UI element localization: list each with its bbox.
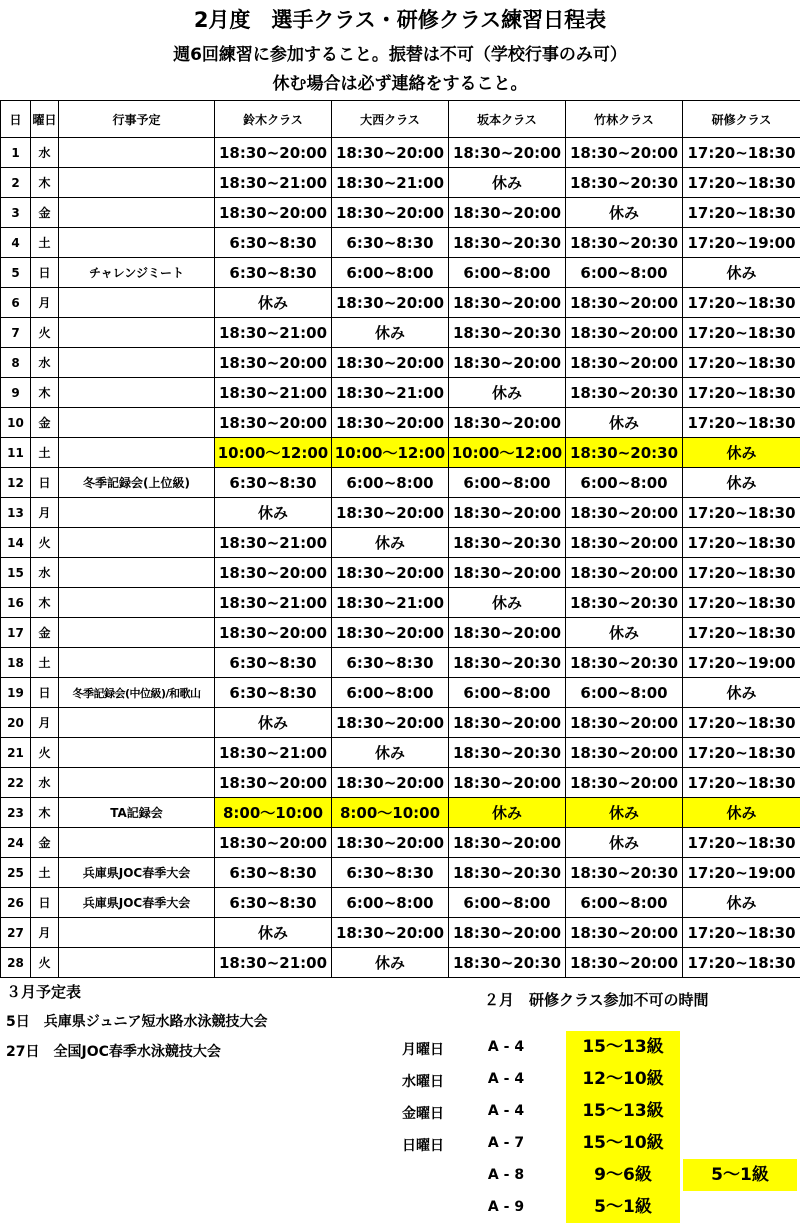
weekday-cell: 木 <box>31 378 59 408</box>
restriction-group: A - 7 <box>487 1135 525 1151</box>
event-cell <box>59 348 215 378</box>
class-time-cell: 6:30~8:30 <box>332 228 449 258</box>
class-time-cell: 17:20~18:30 <box>683 408 800 438</box>
table-row <box>1 798 800 828</box>
class-time-cell: 休み <box>683 258 800 288</box>
event-cell <box>59 138 215 168</box>
class-time-cell: 18:30~20:00 <box>332 288 449 318</box>
weekday-cell: 金 <box>31 408 59 438</box>
class-time-cell: 6:00~8:00 <box>566 468 683 498</box>
class-time-cell: 17:20~18:30 <box>683 288 800 318</box>
class-time-cell: 17:20~19:00 <box>683 648 800 678</box>
restriction-weekday: 月曜日 <box>402 1042 444 1058</box>
table-row <box>1 378 800 408</box>
class-time-cell: 6:30~8:30 <box>215 888 332 918</box>
event-cell <box>59 588 215 618</box>
class-time-cell: 休み <box>683 438 800 468</box>
class-time-cell: 18:30~20:30 <box>566 648 683 678</box>
event-cell: 冬季記録会(上位級) <box>59 468 215 498</box>
class-time-cell: 18:30~21:00 <box>215 528 332 558</box>
class-time-cell: 17:20~18:30 <box>683 918 800 948</box>
class-time-cell: 18:30~20:00 <box>215 348 332 378</box>
table-row <box>1 738 800 768</box>
table-row <box>1 618 800 648</box>
class-time-cell: 17:20~18:30 <box>683 948 800 978</box>
day-cell: 10 <box>1 408 31 438</box>
class-time-cell: 18:30~20:30 <box>566 378 683 408</box>
class-time-cell: 18:30~21:00 <box>215 378 332 408</box>
notice-line-1: 週6回練習に参加すること。振替は不可（学校行事のみ可） <box>173 45 627 65</box>
weekday-cell: 土 <box>31 438 59 468</box>
class-time-cell: 18:30~20:00 <box>449 618 566 648</box>
day-cell: 27 <box>1 918 31 948</box>
table-row <box>1 708 800 738</box>
day-cell: 5 <box>1 258 31 288</box>
table-row <box>1 588 800 618</box>
day-cell: 18 <box>1 648 31 678</box>
restriction-group: A - 9 <box>487 1199 525 1215</box>
class-time-cell: 18:30~20:00 <box>449 408 566 438</box>
class-time-cell: 18:30~20:00 <box>449 348 566 378</box>
weekday-cell: 火 <box>31 948 59 978</box>
march-schedule-title: ３月予定表 <box>6 983 82 1001</box>
day-cell: 19 <box>1 678 31 708</box>
schedule-table <box>0 100 800 978</box>
weekday-cell: 水 <box>31 768 59 798</box>
event-cell <box>59 708 215 738</box>
class-time-cell: 18:30~20:00 <box>449 138 566 168</box>
class-time-cell: 18:30~20:30 <box>449 858 566 888</box>
event-cell <box>59 318 215 348</box>
class-time-cell: 6:00~8:00 <box>332 258 449 288</box>
restriction-level-box: 12～10級 <box>566 1063 680 1095</box>
table-row <box>1 648 800 678</box>
weekday-cell: 土 <box>31 648 59 678</box>
class-time-cell: 休み <box>449 378 566 408</box>
class-time-cell: 8:00～10:00 <box>332 798 449 828</box>
day-cell: 16 <box>1 588 31 618</box>
class-time-cell: 6:00~8:00 <box>449 678 566 708</box>
table-row <box>1 228 800 258</box>
class-time-cell: 18:30~20:00 <box>332 198 449 228</box>
class-time-cell: 6:00~8:00 <box>449 468 566 498</box>
class-time-cell: 18:30~20:00 <box>566 288 683 318</box>
class-time-cell: 17:20~18:30 <box>683 558 800 588</box>
class-time-cell: 18:30~20:30 <box>566 168 683 198</box>
table-row <box>1 768 800 798</box>
event-cell: 兵庫県JOC春季大会 <box>59 858 215 888</box>
class-time-cell: 18:30~21:00 <box>215 948 332 978</box>
class-time-cell: 18:30~20:00 <box>566 738 683 768</box>
event-cell <box>59 408 215 438</box>
class-time-cell: 18:30~20:00 <box>449 918 566 948</box>
weekday-cell: 月 <box>31 498 59 528</box>
class-time-cell: 6:30~8:30 <box>332 648 449 678</box>
event-cell <box>59 168 215 198</box>
class-time-cell: 18:30~20:00 <box>566 498 683 528</box>
class-time-cell: 18:30~20:30 <box>449 648 566 678</box>
class-time-cell: 18:30~20:00 <box>332 918 449 948</box>
weekday-cell: 火 <box>31 318 59 348</box>
class-time-cell: 18:30~20:00 <box>215 768 332 798</box>
class-time-cell: 休み <box>332 738 449 768</box>
event-cell <box>59 558 215 588</box>
restriction-level-box: 15～13級 <box>566 1031 680 1063</box>
table-row <box>1 888 800 918</box>
weekday-cell: 日 <box>31 678 59 708</box>
restriction-title: ２月 研修クラス参加不可の時間 <box>484 991 709 1009</box>
table-row <box>1 318 800 348</box>
class-time-cell: 17:20~18:30 <box>683 168 800 198</box>
day-cell: 7 <box>1 318 31 348</box>
event-cell <box>59 198 215 228</box>
weekday-cell: 金 <box>31 198 59 228</box>
class-time-cell: 休み <box>332 528 449 558</box>
class-time-cell: 17:20~18:30 <box>683 318 800 348</box>
event-cell <box>59 498 215 528</box>
restriction-level-box: 15～10級 <box>566 1127 680 1159</box>
restriction-group: A - 4 <box>487 1039 525 1055</box>
class-time-cell: 18:30~20:30 <box>449 738 566 768</box>
event-cell <box>59 828 215 858</box>
table-row <box>1 498 800 528</box>
event-cell <box>59 648 215 678</box>
class-time-cell: 18:30~21:00 <box>215 588 332 618</box>
class-time-cell: 6:30~8:30 <box>215 228 332 258</box>
header-takebayashi-class: 竹林クラス <box>566 101 683 138</box>
class-time-cell: 6:00~8:00 <box>566 678 683 708</box>
day-cell: 2 <box>1 168 31 198</box>
class-time-cell: 18:30~20:00 <box>332 138 449 168</box>
day-cell: 12 <box>1 468 31 498</box>
class-time-cell: 18:30~20:30 <box>566 228 683 258</box>
footer-section <box>0 973 800 1223</box>
class-time-cell: 休み <box>215 288 332 318</box>
class-time-cell: 17:20~18:30 <box>683 528 800 558</box>
weekday-cell: 水 <box>31 348 59 378</box>
event-cell <box>59 438 215 468</box>
table-row <box>1 138 800 168</box>
class-time-cell: 17:20~18:30 <box>683 348 800 378</box>
table-row <box>1 858 800 888</box>
class-time-cell: 18:30~21:00 <box>215 738 332 768</box>
table-row <box>1 348 800 378</box>
class-time-cell: 6:30~8:30 <box>215 858 332 888</box>
class-time-cell: 18:30~20:00 <box>332 828 449 858</box>
notice-line-2: 休む場合は必ず連絡をすること。 <box>272 74 528 94</box>
class-time-cell: 18:30~20:00 <box>332 408 449 438</box>
class-time-cell: 休み <box>683 678 800 708</box>
weekday-cell: 金 <box>31 828 59 858</box>
table-row <box>1 558 800 588</box>
day-cell: 8 <box>1 348 31 378</box>
march-event-item: 27日 全国JOC春季水泳競技大会 <box>6 1044 221 1060</box>
class-time-cell: 18:30~20:30 <box>566 438 683 468</box>
class-time-cell: 18:30~20:00 <box>566 138 683 168</box>
class-time-cell: 18:30~20:00 <box>449 288 566 318</box>
header-training-class: 研修クラス <box>683 101 800 138</box>
class-time-cell: 17:20~18:30 <box>683 618 800 648</box>
class-time-cell: 18:30~20:30 <box>449 228 566 258</box>
event-cell: 兵庫県JOC春季大会 <box>59 888 215 918</box>
class-time-cell: 休み <box>566 618 683 648</box>
restriction-group: A - 8 <box>487 1167 525 1183</box>
class-time-cell: 6:00~8:00 <box>332 678 449 708</box>
event-cell: チャレンジミート <box>59 258 215 288</box>
class-time-cell: 18:30~20:00 <box>332 768 449 798</box>
table-header-row <box>1 101 800 138</box>
class-time-cell: 17:20~18:30 <box>683 768 800 798</box>
day-cell: 6 <box>1 288 31 318</box>
class-time-cell: 18:30~20:00 <box>332 618 449 648</box>
class-time-cell: 18:30~21:00 <box>215 318 332 348</box>
class-time-cell: 6:00~8:00 <box>332 468 449 498</box>
restriction-weekday: 金曜日 <box>402 1106 444 1122</box>
day-cell: 3 <box>1 198 31 228</box>
class-time-cell: 6:30~8:30 <box>215 648 332 678</box>
day-cell: 15 <box>1 558 31 588</box>
restriction-weekday: 水曜日 <box>402 1074 444 1090</box>
class-time-cell: 休み <box>566 198 683 228</box>
class-time-cell: 18:30~21:00 <box>332 168 449 198</box>
day-cell: 28 <box>1 948 31 978</box>
day-cell: 23 <box>1 798 31 828</box>
restriction-group: A - 4 <box>487 1103 525 1119</box>
class-time-cell: 休み <box>566 828 683 858</box>
class-time-cell: 18:30~20:00 <box>332 348 449 378</box>
day-cell: 13 <box>1 498 31 528</box>
header-day: 日 <box>1 101 31 138</box>
class-time-cell: 18:30~20:00 <box>566 948 683 978</box>
class-time-cell: 6:00~8:00 <box>449 888 566 918</box>
class-time-cell: 休み <box>683 888 800 918</box>
class-time-cell: 18:30~21:00 <box>332 378 449 408</box>
class-time-cell: 18:30~21:00 <box>215 168 332 198</box>
class-time-cell: 18:30~20:00 <box>332 558 449 588</box>
header-events: 行事予定 <box>59 101 215 138</box>
class-time-cell: 休み <box>215 498 332 528</box>
class-time-cell: 18:30~20:00 <box>215 198 332 228</box>
class-time-cell: 18:30~20:00 <box>566 708 683 738</box>
class-time-cell: 17:20~18:30 <box>683 828 800 858</box>
class-time-cell: 6:00~8:00 <box>332 888 449 918</box>
weekday-cell: 月 <box>31 288 59 318</box>
table-row <box>1 438 800 468</box>
class-time-cell: 18:30~20:00 <box>449 198 566 228</box>
class-time-cell: 18:30~20:30 <box>566 588 683 618</box>
march-event-item: 5日 兵庫県ジュニア短水路水泳競技大会 <box>6 1014 268 1030</box>
class-time-cell: 17:20~18:30 <box>683 498 800 528</box>
day-cell: 24 <box>1 828 31 858</box>
class-time-cell: 18:30~20:00 <box>566 348 683 378</box>
day-cell: 22 <box>1 768 31 798</box>
weekday-cell: 木 <box>31 798 59 828</box>
header-suzuki-class: 鈴木クラス <box>215 101 332 138</box>
class-time-cell: 18:30~20:00 <box>215 558 332 588</box>
header-onishi-class: 大西クラス <box>332 101 449 138</box>
restriction-level-box: 5～1級 <box>566 1191 680 1223</box>
restriction-level-box: 15～13級 <box>566 1095 680 1127</box>
table-row <box>1 918 800 948</box>
class-time-cell: 6:30~8:30 <box>332 858 449 888</box>
event-cell <box>59 768 215 798</box>
class-time-cell: 17:20~19:00 <box>683 228 800 258</box>
class-time-cell: 17:20~18:30 <box>683 588 800 618</box>
class-time-cell: 18:30~20:00 <box>566 528 683 558</box>
class-time-cell: 10:00～12:00 <box>215 438 332 468</box>
event-cell <box>59 918 215 948</box>
day-cell: 26 <box>1 888 31 918</box>
weekday-cell: 水 <box>31 558 59 588</box>
class-time-cell: 18:30~20:00 <box>215 408 332 438</box>
class-time-cell: 18:30~20:00 <box>449 768 566 798</box>
event-cell <box>59 738 215 768</box>
event-cell <box>59 288 215 318</box>
class-time-cell: 18:30~20:00 <box>449 498 566 528</box>
weekday-cell: 木 <box>31 588 59 618</box>
weekday-cell: 土 <box>31 858 59 888</box>
event-cell: 冬季記録会(中位級)/和歌山 <box>59 678 215 708</box>
class-time-cell: 18:30~20:00 <box>332 708 449 738</box>
day-cell: 21 <box>1 738 31 768</box>
event-cell <box>59 228 215 258</box>
day-cell: 9 <box>1 378 31 408</box>
weekday-cell: 木 <box>31 168 59 198</box>
class-time-cell: 6:00~8:00 <box>566 888 683 918</box>
class-time-cell: 18:30~20:00 <box>566 318 683 348</box>
class-time-cell: 6:30~8:30 <box>215 468 332 498</box>
class-time-cell: 18:30~20:00 <box>215 828 332 858</box>
event-cell <box>59 378 215 408</box>
class-time-cell: 8:00～10:00 <box>215 798 332 828</box>
class-time-cell: 18:30~20:00 <box>449 558 566 588</box>
class-time-cell: 休み <box>332 318 449 348</box>
restriction-level-box: 5～1級 <box>683 1159 797 1191</box>
weekday-cell: 日 <box>31 888 59 918</box>
restriction-group: A - 4 <box>487 1071 525 1087</box>
day-cell: 14 <box>1 528 31 558</box>
class-time-cell: 18:30~20:00 <box>215 138 332 168</box>
class-time-cell: 休み <box>215 918 332 948</box>
table-row <box>1 828 800 858</box>
weekday-cell: 火 <box>31 738 59 768</box>
weekday-cell: 火 <box>31 528 59 558</box>
table-row <box>1 198 800 228</box>
weekday-cell: 日 <box>31 468 59 498</box>
class-time-cell: 18:30~20:30 <box>566 858 683 888</box>
class-time-cell: 17:20~18:30 <box>683 738 800 768</box>
day-cell: 20 <box>1 708 31 738</box>
class-time-cell: 17:20~18:30 <box>683 378 800 408</box>
class-time-cell: 18:30~20:00 <box>449 708 566 738</box>
class-time-cell: 6:30~8:30 <box>215 258 332 288</box>
table-row <box>1 258 800 288</box>
class-time-cell: 18:30~20:00 <box>449 828 566 858</box>
page-header <box>0 0 800 101</box>
day-cell: 11 <box>1 438 31 468</box>
class-time-cell: 18:30~20:30 <box>449 948 566 978</box>
class-time-cell: 18:30~20:00 <box>215 618 332 648</box>
table-row <box>1 528 800 558</box>
class-time-cell: 休み <box>449 798 566 828</box>
day-cell: 1 <box>1 138 31 168</box>
class-time-cell: 6:30~8:30 <box>215 678 332 708</box>
class-time-cell: 休み <box>566 798 683 828</box>
class-time-cell: 18:30~20:30 <box>449 528 566 558</box>
table-row <box>1 288 800 318</box>
event-cell: TA記録会 <box>59 798 215 828</box>
class-time-cell: 6:00~8:00 <box>449 258 566 288</box>
class-time-cell: 18:30~20:30 <box>449 318 566 348</box>
class-time-cell: 10:00～12:00 <box>449 438 566 468</box>
event-cell <box>59 618 215 648</box>
class-time-cell: 6:00~8:00 <box>566 258 683 288</box>
header-weekday: 曜日 <box>31 101 59 138</box>
class-time-cell: 18:30~21:00 <box>332 588 449 618</box>
restriction-weekday: 日曜日 <box>402 1138 444 1154</box>
class-time-cell: 17:20~18:30 <box>683 138 800 168</box>
weekday-cell: 月 <box>31 918 59 948</box>
event-cell <box>59 528 215 558</box>
class-time-cell: 17:20~18:30 <box>683 198 800 228</box>
table-row <box>1 468 800 498</box>
weekday-cell: 水 <box>31 138 59 168</box>
class-time-cell: 18:30~20:00 <box>566 768 683 798</box>
table-row <box>1 678 800 708</box>
class-time-cell: 10:00～12:00 <box>332 438 449 468</box>
table-row <box>1 408 800 438</box>
weekday-cell: 日 <box>31 258 59 288</box>
day-cell: 17 <box>1 618 31 648</box>
class-time-cell: 18:30~20:00 <box>566 558 683 588</box>
restriction-level-box: 9～6級 <box>566 1159 680 1191</box>
day-cell: 4 <box>1 228 31 258</box>
class-time-cell: 休み <box>215 708 332 738</box>
class-time-cell: 休み <box>683 468 800 498</box>
class-time-cell: 休み <box>566 408 683 438</box>
class-time-cell: 17:20~18:30 <box>683 708 800 738</box>
header-sakamoto-class: 坂本クラス <box>449 101 566 138</box>
class-time-cell: 18:30~20:00 <box>332 498 449 528</box>
weekday-cell: 金 <box>31 618 59 648</box>
day-cell: 25 <box>1 858 31 888</box>
weekday-cell: 土 <box>31 228 59 258</box>
class-time-cell: 18:30~20:00 <box>566 918 683 948</box>
class-time-cell: 17:20~19:00 <box>683 858 800 888</box>
class-time-cell: 休み <box>332 948 449 978</box>
table-row <box>1 168 800 198</box>
page-title: 2月度 選手クラス・研修クラス練習日程表 <box>193 8 607 32</box>
class-time-cell: 休み <box>683 798 800 828</box>
class-time-cell: 休み <box>449 168 566 198</box>
weekday-cell: 月 <box>31 708 59 738</box>
class-time-cell: 休み <box>449 588 566 618</box>
